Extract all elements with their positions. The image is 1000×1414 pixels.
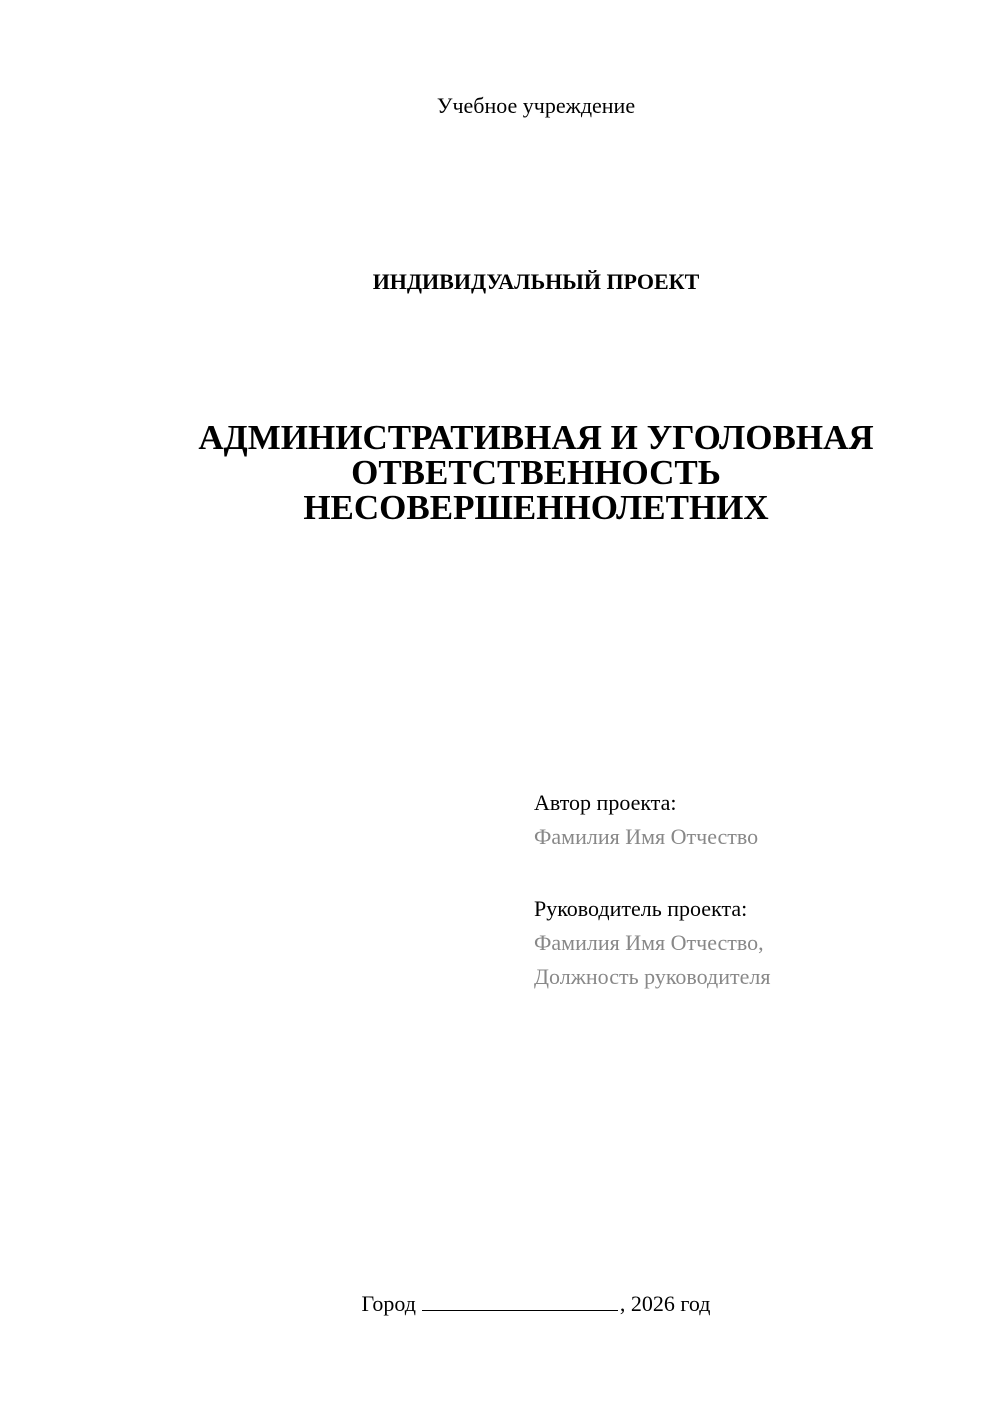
institution-name: Учебное учреждение [436, 93, 636, 118]
supervisor-block [534, 892, 770, 994]
footer-city-year [0, 1290, 1000, 1318]
city-blank-line [422, 1290, 618, 1311]
project-title-line: НЕСОВЕРШЕННОЛЕТНИХ [303, 488, 769, 527]
author-block [534, 786, 758, 854]
author-label: Автор проекта: [534, 790, 677, 815]
project-title-line: АДМИНИСТРАТИВНАЯ И УГОЛОВНАЯ [198, 418, 874, 457]
supervisor-position-placeholder: Должность руководителя [534, 964, 771, 989]
document-type: ИНДИВИДУАЛЬНЫЙ ПРОЕКТ [372, 269, 700, 294]
supervisor-label: Руководитель проекта: [534, 896, 748, 921]
supervisor-name-placeholder: Фамилия Имя Отчество, [534, 930, 764, 955]
project-title-line: ОТВЕТСТВЕННОСТЬ [351, 453, 721, 492]
city-label: Город [361, 1291, 416, 1316]
project-title [0, 420, 1000, 525]
year-text: , 2026 год [619, 1291, 711, 1316]
author-name-placeholder: Фамилия Имя Отчество [534, 824, 759, 849]
